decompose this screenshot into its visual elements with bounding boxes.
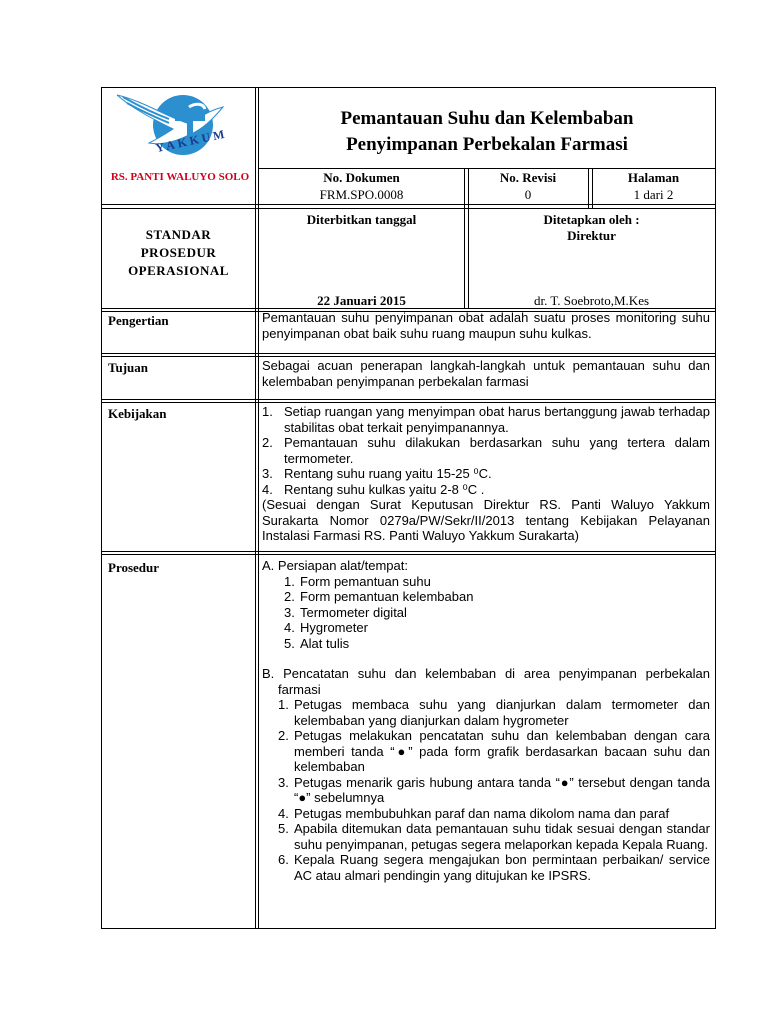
kebijakan-list bbox=[262, 404, 710, 544]
list-item: 4. Petugas membubuhkan paraf dan nama dikolom nama dan paraf bbox=[278, 805, 670, 821]
approved-label: Ditetapkan oleh : bbox=[543, 212, 640, 227]
approved-role: Direktur bbox=[567, 228, 616, 243]
list-item: 3. Petugas menarik garis hubung antara tanda “●” tersebut dengan tanda “●” sebelumnya bbox=[278, 774, 710, 805]
page-value: 1 dari 2 bbox=[633, 187, 674, 202]
revision-value: 0 bbox=[524, 187, 532, 202]
prosedur-b-title: B. Pencatatan suhu dan kelembaban di area penyimpanan perbekalan farmasi bbox=[262, 666, 710, 697]
doc-no-value: FRM.SPO.0008 bbox=[319, 187, 404, 202]
sop-line-1: STANDAR bbox=[145, 227, 212, 242]
prosedur-content bbox=[262, 558, 710, 883]
pengertian-label: Pengertian bbox=[108, 313, 169, 328]
title-line-2: Penyimpanan Perbekalan Farmasi bbox=[346, 134, 628, 155]
issued-date: 22 Januari 2015 bbox=[317, 293, 406, 308]
sop-heading bbox=[102, 226, 255, 280]
sop-line-3: OPERASIONAL bbox=[128, 263, 229, 278]
yakkum-arc-text: YAKKUM bbox=[154, 126, 229, 156]
hospital-name: RS. PANTI WALUYO SOLO bbox=[110, 171, 250, 183]
list-item: 1. Form pemantuan suhu bbox=[284, 573, 431, 589]
sop-line-2: PROSEDUR bbox=[140, 245, 217, 260]
list-item: 6. Kepala Ruang segera mengajukan bon permintaan perbaikan/ service AC atau almari pendingin yang ditujukan ke IPSRS. bbox=[278, 852, 710, 883]
list-item: 5. Apabila ditemukan data pemantauan suhu tidak sesuai dengan standar suhu penyimpanan, petugas segera melaporkan kepada Kepala Ruang. bbox=[278, 821, 710, 852]
document-title bbox=[259, 106, 715, 158]
kebijakan-label: Kebijakan bbox=[108, 406, 167, 421]
list-item: 2. Form pemantuan kelembaban bbox=[284, 589, 474, 604]
list-item: 2. Pemantauan suhu dilakukan berdasarkan suhu yang tertera dalam termometer. bbox=[262, 435, 710, 466]
list-item: 4. Rentang suhu kulkas yaitu 2-8 ⁰C . bbox=[262, 481, 485, 497]
title-line-1: Pemantauan Suhu dan Kelembaban bbox=[340, 108, 634, 129]
hospital-logo bbox=[103, 89, 255, 171]
tujuan-text: Sebagai acuan penerapan langkah-langkah untuk pemantauan suhu dan kelembaban penyimpanan perbekalan farmasi bbox=[262, 358, 710, 389]
list-item: 1. Petugas membaca suhu yang dianjurkan dalam termometer dan kelembaban yang dianjurkan dalam hygrometer bbox=[278, 697, 710, 728]
list-item: 4. Hygrometer bbox=[284, 620, 368, 635]
page-label: Halaman bbox=[627, 170, 680, 185]
prosedur-label: Prosedur bbox=[108, 560, 160, 575]
list-item: 3. Termometer digital bbox=[284, 604, 407, 620]
approved-name: dr. T. Soebroto,M.Kes bbox=[533, 293, 650, 308]
revision-label: No. Revisi bbox=[499, 170, 557, 185]
pengertian-text: Pemantauan suhu penyimpanan obat adalah suatu proses monitoring suhu penyimpanan obat baik suhu ruang maupun suhu kulkas. bbox=[262, 310, 710, 341]
list-item: 1. Setiap ruangan yang menyimpan obat harus bertanggung jawab terhadap stabilitas obat terkait penyimpanannya. bbox=[262, 404, 710, 435]
doc-no-label: No. Dokumen bbox=[323, 170, 400, 185]
list-item: 2. Petugas melakukan pencatatan suhu dan kelembaban dengan cara memberi tanda “●” pada form grafik berdasarkan bacaan suhu dan kelembaban bbox=[278, 728, 710, 774]
list-item: 3. Rentang suhu ruang yaitu 15-25 ⁰C. bbox=[262, 466, 492, 481]
tujuan-label: Tujuan bbox=[108, 360, 148, 375]
prosedur-a-title: A. Persiapan alat/tempat: bbox=[262, 558, 408, 573]
issued-label: Diterbitkan tanggal bbox=[306, 212, 417, 227]
kebijakan-note: (Sesuai dengan Surat Keputusan Direktur RS. Panti Waluyo Yakkum Surakarta Nomor 0279a/PW/Sekr/II/2013 tentang Kebijakan Pelayanan Instalasi Farmasi RS. Panti Waluyo Yakkum Surakarta) bbox=[262, 497, 710, 543]
list-item: 5. Alat tulis bbox=[284, 635, 350, 651]
